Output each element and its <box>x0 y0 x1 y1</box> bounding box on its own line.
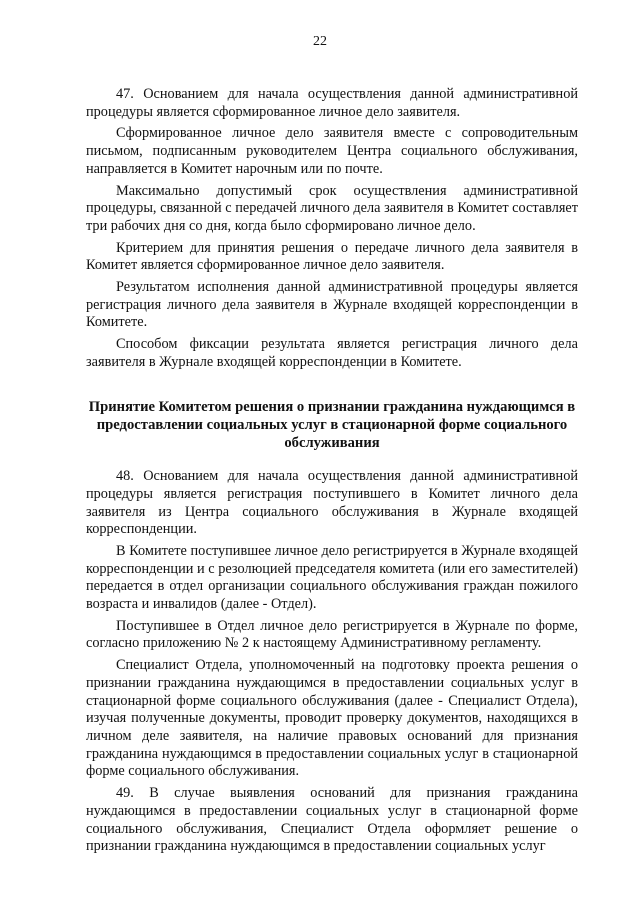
paragraph: Максимально допустимый срок осуществления административной процедуры, связанной с передачей личного дела заявителя в Комитет составляет три рабочих дня со дня, когда было сформировано личное дело. <box>86 182 578 234</box>
paragraph: Результатом исполнения данной административной процедуры является регистрация личного дела заявителя в Журнале входящей корреспонденции в Комитете. <box>86 279 578 331</box>
page-number: 22 <box>313 34 327 49</box>
paragraph-48: 48. Основанием для начала осуществления данной административной процедуры является регистрация поступившего в Комитет личного дела заявителя из Центра социального обслуживания в Журнале входящей корреспонденции. <box>86 468 578 538</box>
paragraph: Специалист Отдела, уполномоченный на подготовку проекта решения о признании гражданина нуждающимся в предоставлении социальных услуг в стационарной форме социального обслуживания (далее - Специалист Отдела), изучая полученные документы, проводит проверку документов, находящихся в личном деле заявителя, на наличие правовых оснований для признания гражданина нуждающимся в предоставлении социальных услуг в стационарной форме социального обслуживания. <box>86 657 578 780</box>
paragraph: В Комитете поступившее личное дело регистрируется в Журнале входящей корреспонденции и с резолюцией председателя комитета (или его заместителей) передается в отдел организации социального обслуживания граждан пожилого возраста и инвалидов (далее - Отдел). <box>86 542 578 613</box>
paragraph-47: 47. Основанием для начала осуществления данной административной процедуры является сформированное личное дело заявителя. <box>86 86 578 120</box>
document-body <box>86 86 578 860</box>
paragraph: Сформированное личное дело заявителя вместе с сопроводительным письмом, подписанным руководителем Центра социального обслуживания, направляется в Комитет нарочным или по почте. <box>86 125 578 177</box>
paragraph: Способом фиксации результата является регистрация личного дела заявителя в Журнале входящей корреспонденции в Комитете. <box>86 336 578 370</box>
section-heading: Принятие Комитетом решения о признании гражданина нуждающимся в предоставлении социальных услуг в стационарной форме социального обслуживания <box>88 398 576 451</box>
paragraph: Поступившее в Отдел личное дело регистрируется в Журнале по форме, согласно приложению № 2 к настоящему Административному регламенту. <box>86 617 578 652</box>
paragraph-49: 49. В случае выявления оснований для признания гражданина нуждающимся в предоставлении социальных услуг в стационарной форме социального обслуживания, Специалист Отдела оформляет решение о признании гражданина нуждающимся в предоставлении социальных услуг <box>86 785 578 855</box>
paragraph: Критерием для принятия решения о передаче личного дела заявителя в Комитет является сформированное личное дело заявителя. <box>86 239 578 274</box>
